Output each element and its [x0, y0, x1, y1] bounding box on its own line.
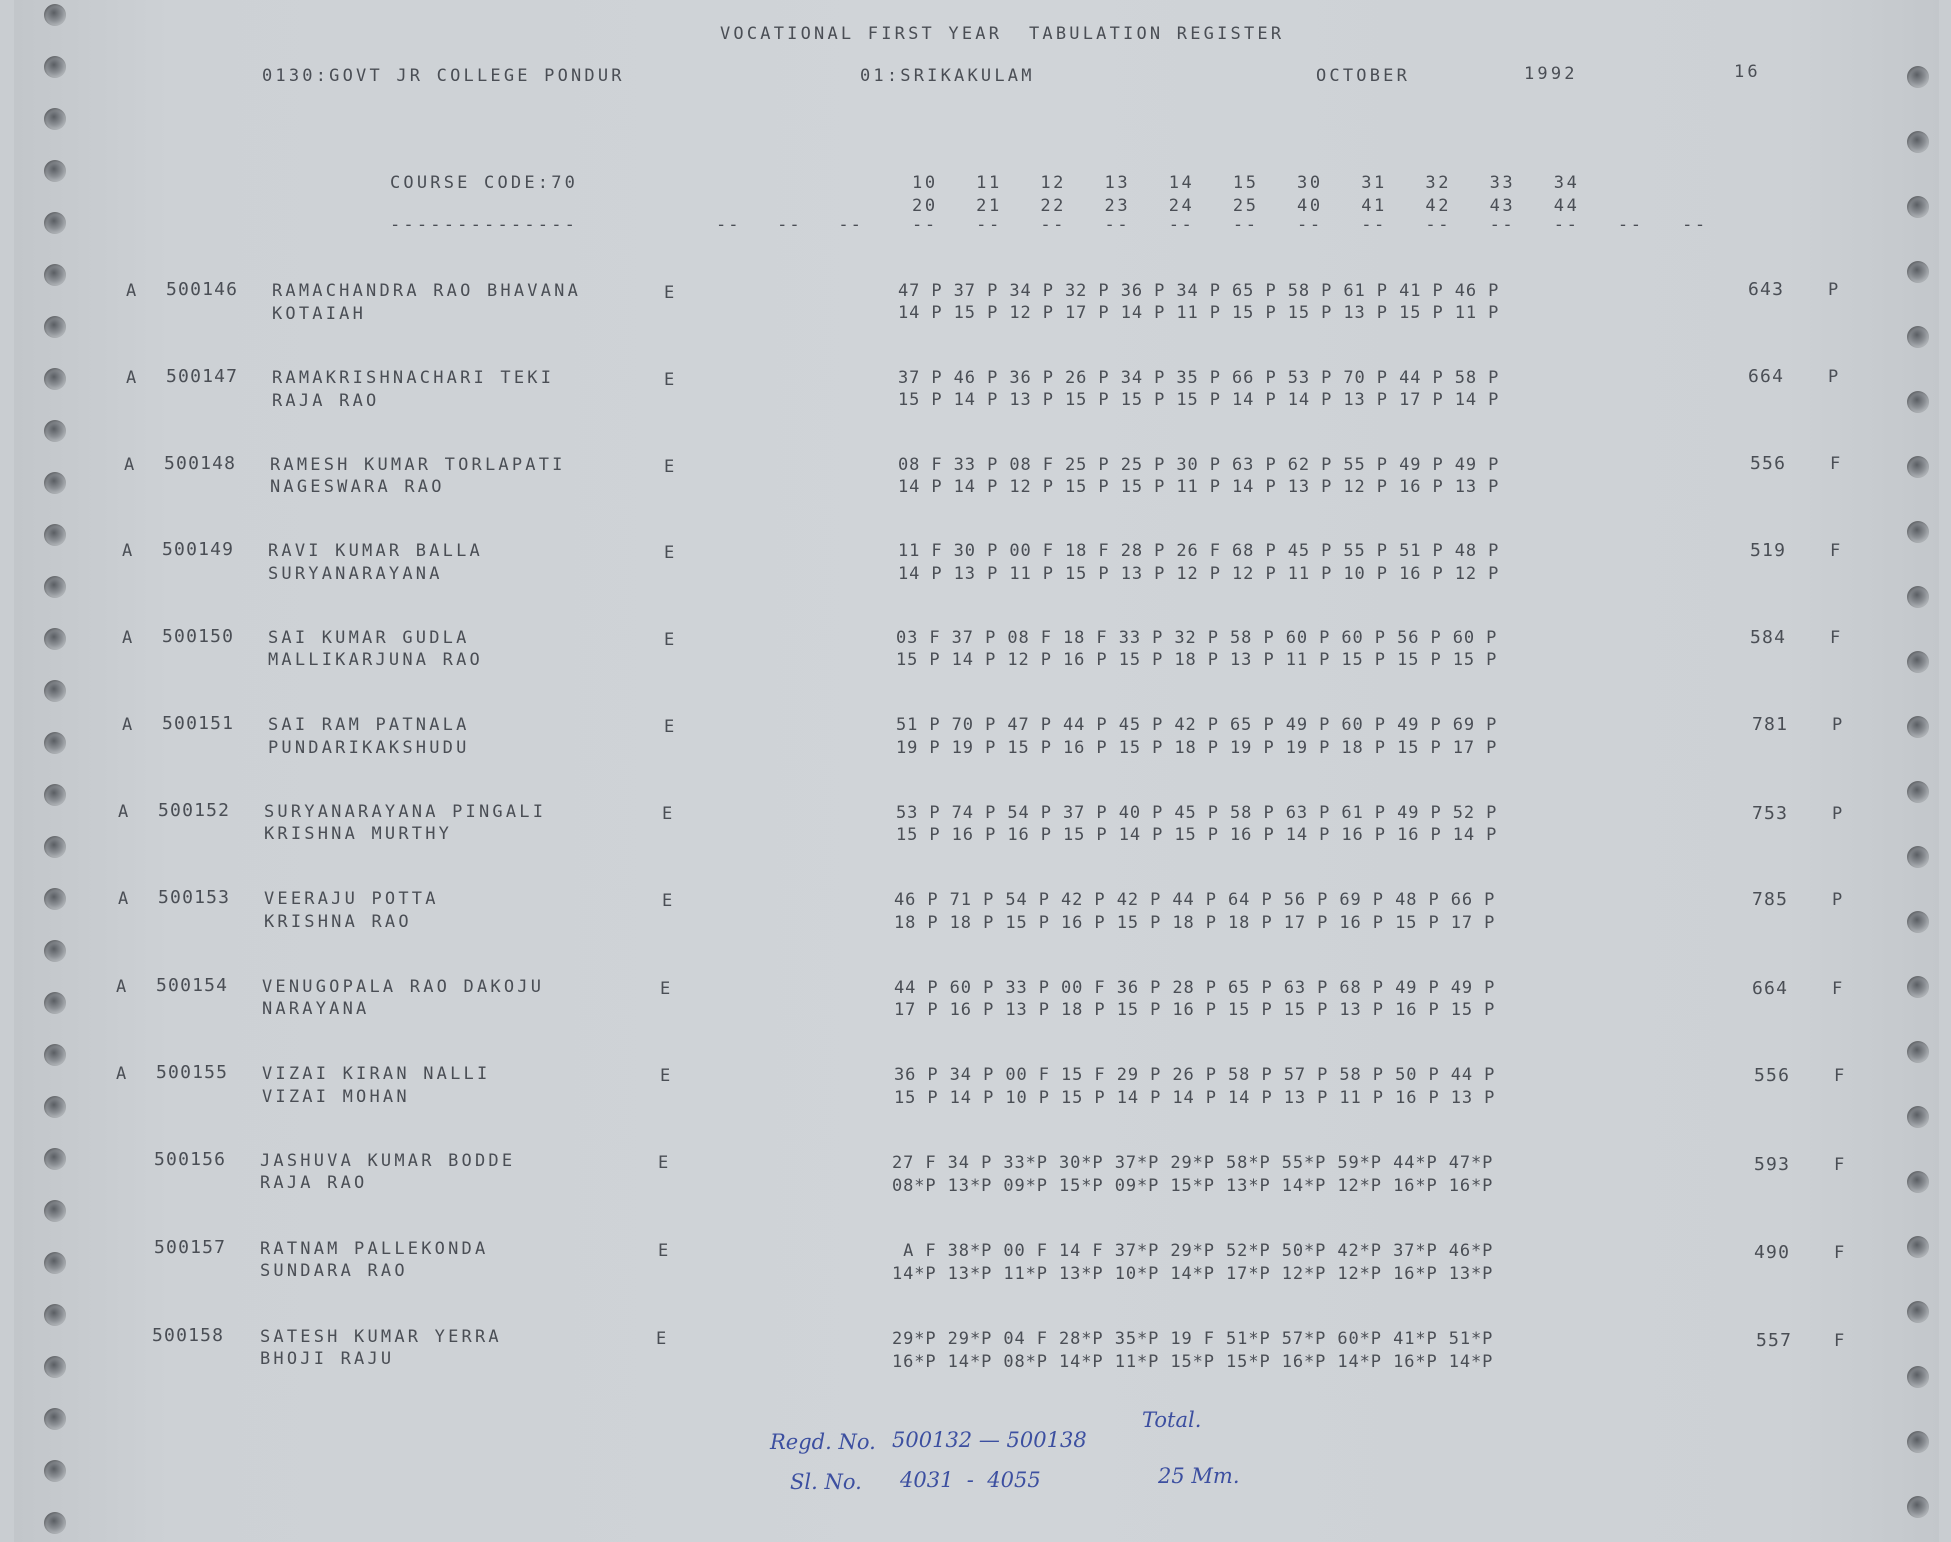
- course-code: COURSE CODE:70: [390, 173, 579, 193]
- marks-row-1: 03 F 37 P 08 F 18 F 33 P 32 P 58 P 60 P 60 P 56 P 60 P: [896, 628, 1498, 648]
- medium: E: [662, 804, 676, 824]
- student-name: SATESH KUMAR YERRA: [260, 1327, 502, 1347]
- tractor-feed-holes-right: [1907, 0, 1937, 1542]
- feed-hole-icon: [44, 1356, 66, 1378]
- result: P: [1832, 890, 1846, 910]
- total-marks: 556: [1750, 453, 1787, 474]
- feed-hole-icon: [1907, 261, 1929, 283]
- medium: E: [664, 283, 678, 303]
- student-name: RAMAKRISHNACHARI TEKI: [272, 368, 555, 388]
- feed-hole-icon: [1907, 781, 1929, 803]
- marks-row-1: 47 P 37 P 34 P 32 P 36 P 34 P 65 P 58 P 61 P 41 P 46 P: [898, 281, 1500, 301]
- feed-hole-icon: [1907, 1041, 1929, 1063]
- feed-hole-icon: [44, 316, 66, 338]
- page-number: 16: [1734, 62, 1761, 82]
- record-flag: A: [118, 802, 132, 822]
- result: F: [1830, 628, 1844, 648]
- feed-hole-icon: [44, 4, 66, 26]
- feed-hole-icon: [44, 576, 66, 598]
- feed-hole-icon: [1907, 456, 1929, 478]
- feed-hole-icon: [44, 888, 66, 910]
- total-marks: 584: [1750, 627, 1787, 648]
- feed-hole-icon: [44, 680, 66, 702]
- total-marks: 593: [1754, 1154, 1791, 1175]
- marks-row-1: 29*P 29*P 04 F 28*P 35*P 19 F 51*P 57*P 60*P 41*P 51*P: [892, 1329, 1494, 1349]
- subject-codes-row2: 20 21 22 23 24 25 40 41 42 43 44: [912, 196, 1580, 216]
- register-number: 500157: [154, 1237, 227, 1258]
- total-marks: 556: [1754, 1065, 1791, 1086]
- feed-hole-icon: [44, 940, 66, 962]
- parent-name: SURYANARAYANA: [268, 564, 443, 584]
- total-marks: 785: [1752, 889, 1789, 910]
- exam-month: OCTOBER: [1316, 66, 1411, 86]
- student-name: SURYANARAYANA PINGALI: [264, 802, 547, 822]
- feed-hole-icon: [1907, 911, 1929, 933]
- feed-hole-icon: [1907, 1431, 1929, 1453]
- marks-row-2: 15 P 14 P 13 P 15 P 15 P 15 P 14 P 14 P 13 P 17 P 14 P: [898, 390, 1500, 410]
- handwritten-total-value: 25 Mm.: [1158, 1464, 1240, 1488]
- course-underline: --------------: [390, 215, 579, 235]
- feed-hole-icon: [44, 732, 66, 754]
- medium: E: [662, 891, 676, 911]
- subject-codes-row1: 10 11 12 13 14 15 30 31 32 33 34: [912, 173, 1580, 193]
- parent-name: NAGESWARA RAO: [270, 477, 445, 497]
- parent-name: NARAYANA: [262, 999, 370, 1019]
- parent-name: RAJA RAO: [272, 391, 380, 411]
- result: P: [1828, 280, 1842, 300]
- record-flag: A: [124, 455, 138, 475]
- result: F: [1834, 1331, 1848, 1351]
- register-number: 500150: [162, 626, 235, 647]
- parent-name: VIZAI MOHAN: [262, 1087, 410, 1107]
- handwritten-regno-range: 500132 — 500138: [892, 1428, 1087, 1452]
- feed-hole-icon: [1907, 976, 1929, 998]
- feed-hole-icon: [1907, 1236, 1929, 1258]
- feed-hole-icon: [44, 1200, 66, 1222]
- subject-dashes: -- -- -- -- -- -- -- -- -- -- -- -- --: [912, 215, 1708, 235]
- feed-hole-icon: [44, 160, 66, 182]
- register-number: 500153: [158, 887, 231, 908]
- medium: E: [664, 630, 678, 650]
- record-flag: A: [116, 1064, 130, 1084]
- feed-hole-icon: [44, 1460, 66, 1482]
- medium: E: [656, 1329, 670, 1349]
- record-flag: A: [122, 715, 136, 735]
- feed-hole-icon: [44, 472, 66, 494]
- feed-hole-icon: [1907, 131, 1929, 153]
- feed-hole-icon: [1907, 326, 1929, 348]
- marks-row-1: 51 P 70 P 47 P 44 P 45 P 42 P 65 P 49 P 60 P 49 P 69 P: [896, 715, 1498, 735]
- feed-hole-icon: [44, 264, 66, 286]
- feed-hole-icon: [44, 1148, 66, 1170]
- feed-hole-icon: [1907, 1496, 1929, 1518]
- total-marks: 753: [1752, 803, 1789, 824]
- district-name: 01:SRIKAKULAM: [860, 66, 1035, 86]
- register-title: VOCATIONAL FIRST YEAR TABULATION REGISTER: [720, 24, 1285, 44]
- feed-hole-icon: [1907, 651, 1929, 673]
- marks-row-2: 08*P 13*P 09*P 15*P 09*P 15*P 13*P 14*P 12*P 16*P 16*P: [892, 1176, 1494, 1196]
- marks-row-1: 44 P 60 P 33 P 00 F 36 P 28 P 65 P 63 P 68 P 49 P 49 P: [894, 978, 1496, 998]
- marks-row-2: 18 P 18 P 15 P 16 P 15 P 18 P 18 P 17 P 16 P 15 P 17 P: [894, 913, 1496, 933]
- college-name: 0130:GOVT JR COLLEGE PONDUR: [262, 66, 625, 86]
- marks-row-2: 15 P 14 P 10 P 15 P 14 P 14 P 14 P 13 P 11 P 16 P 13 P: [894, 1088, 1496, 1108]
- feed-hole-icon: [44, 784, 66, 806]
- feed-hole-icon: [1907, 716, 1929, 738]
- result: F: [1834, 1155, 1848, 1175]
- record-flag: A: [126, 368, 140, 388]
- handwritten-slno-label: Sl. No.: [790, 1470, 862, 1494]
- register-number: 500158: [152, 1325, 225, 1346]
- parent-name: MALLIKARJUNA RAO: [268, 650, 483, 670]
- student-name: RAVI KUMAR BALLA: [268, 541, 483, 561]
- total-marks: 490: [1754, 1242, 1791, 1263]
- marks-row-1: 37 P 46 P 36 P 26 P 34 P 35 P 66 P 53 P 70 P 44 P 58 P: [898, 368, 1500, 388]
- medium: E: [664, 543, 678, 563]
- total-marks: 557: [1756, 1330, 1793, 1351]
- marks-row-2: 17 P 16 P 13 P 18 P 15 P 16 P 15 P 15 P 13 P 16 P 15 P: [894, 1000, 1496, 1020]
- student-name: VENUGOPALA RAO DAKOJU: [262, 977, 545, 997]
- result: P: [1832, 715, 1846, 735]
- marks-row-2: 14 P 13 P 11 P 15 P 13 P 12 P 12 P 11 P 10 P 16 P 12 P: [898, 564, 1500, 584]
- register-number: 500147: [166, 366, 239, 387]
- register-number: 500148: [164, 453, 237, 474]
- marks-row-1: A F 38*P 00 F 14 F 37*P 29*P 52*P 50*P 42*P 37*P 46*P: [892, 1241, 1494, 1261]
- student-name: SAI RAM PATNALA: [268, 715, 470, 735]
- parent-name: KOTAIAH: [272, 304, 367, 324]
- feed-hole-icon: [1907, 521, 1929, 543]
- result: P: [1828, 367, 1842, 387]
- feed-hole-icon: [44, 1252, 66, 1274]
- register-number: 500155: [156, 1062, 229, 1083]
- marks-row-1: 27 F 34 P 33*P 30*P 37*P 29*P 58*P 55*P 59*P 44*P 47*P: [892, 1153, 1494, 1173]
- marks-row-2: 15 P 14 P 12 P 16 P 15 P 18 P 13 P 11 P 15 P 15 P 15 P: [896, 650, 1498, 670]
- total-marks: 664: [1752, 978, 1789, 999]
- column-dashes: -- -- --: [716, 215, 863, 235]
- feed-hole-icon: [44, 628, 66, 650]
- feed-hole-icon: [1907, 196, 1929, 218]
- total-marks: 664: [1748, 366, 1785, 387]
- feed-hole-icon: [1907, 1106, 1929, 1128]
- record-flag: A: [126, 281, 140, 301]
- feed-hole-icon: [1907, 586, 1929, 608]
- feed-hole-icon: [1907, 66, 1929, 88]
- feed-hole-icon: [44, 524, 66, 546]
- marks-row-2: 16*P 14*P 08*P 14*P 11*P 15*P 15*P 16*P 14*P 16*P 14*P: [892, 1352, 1494, 1372]
- medium: E: [664, 457, 678, 477]
- feed-hole-icon: [44, 56, 66, 78]
- parent-name: PUNDARIKAKSHUDU: [268, 738, 470, 758]
- record-flag: A: [118, 889, 132, 909]
- feed-hole-icon: [44, 108, 66, 130]
- register-number: 500152: [158, 800, 231, 821]
- result: F: [1830, 454, 1844, 474]
- medium: E: [664, 370, 678, 390]
- student-name: SAI KUMAR GUDLA: [268, 628, 470, 648]
- parent-name: RAJA RAO: [260, 1173, 368, 1193]
- marks-row-2: 19 P 19 P 15 P 16 P 15 P 18 P 19 P 19 P 18 P 15 P 17 P: [896, 738, 1498, 758]
- total-marks: 781: [1752, 714, 1789, 735]
- feed-hole-icon: [44, 1096, 66, 1118]
- record-flag: A: [116, 977, 130, 997]
- feed-hole-icon: [1907, 1366, 1929, 1388]
- medium: E: [660, 979, 674, 999]
- student-name: VIZAI KIRAN NALLI: [262, 1064, 491, 1084]
- feed-hole-icon: [44, 1044, 66, 1066]
- result: F: [1834, 1066, 1848, 1086]
- feed-hole-icon: [44, 420, 66, 442]
- register-number: 500156: [154, 1149, 227, 1170]
- parent-name: KRISHNA MURTHY: [264, 824, 453, 844]
- feed-hole-icon: [1907, 391, 1929, 413]
- register-number: 500151: [162, 713, 235, 734]
- marks-row-2: 14 P 15 P 12 P 17 P 14 P 11 P 15 P 15 P 13 P 15 P 11 P: [898, 303, 1500, 323]
- result: F: [1830, 541, 1844, 561]
- feed-hole-icon: [44, 212, 66, 234]
- marks-row-2: 15 P 16 P 16 P 15 P 14 P 15 P 16 P 14 P 16 P 16 P 14 P: [896, 825, 1498, 845]
- medium: E: [658, 1153, 672, 1173]
- feed-hole-icon: [1907, 1171, 1929, 1193]
- feed-hole-icon: [44, 368, 66, 390]
- handwritten-slno-range: 4031 - 4055: [900, 1468, 1041, 1492]
- exam-year: 1992: [1524, 64, 1578, 84]
- total-marks: 519: [1750, 540, 1787, 561]
- medium: E: [658, 1241, 672, 1261]
- result: F: [1832, 979, 1846, 999]
- handwritten-total-label: Total.: [1142, 1408, 1202, 1432]
- marks-row-1: 46 P 71 P 54 P 42 P 42 P 44 P 64 P 56 P 69 P 48 P 66 P: [894, 890, 1496, 910]
- feed-hole-icon: [1907, 846, 1929, 868]
- marks-row-1: 36 P 34 P 00 F 15 F 29 P 26 P 58 P 57 P 58 P 50 P 44 P: [894, 1065, 1496, 1085]
- marks-row-1: 11 F 30 P 00 F 18 F 28 P 26 F 68 P 45 P 55 P 51 P 48 P: [898, 541, 1500, 561]
- parent-name: BHOJI RAJU: [260, 1349, 395, 1369]
- register-number: 500154: [156, 975, 229, 996]
- marks-row-2: 14*P 13*P 11*P 13*P 10*P 14*P 17*P 12*P 12*P 16*P 13*P: [892, 1264, 1494, 1284]
- medium: E: [664, 717, 678, 737]
- parent-name: KRISHNA RAO: [264, 912, 412, 932]
- result: P: [1832, 804, 1846, 824]
- student-name: VEERAJU POTTA: [264, 889, 439, 909]
- handwritten-regno-label: Regd. No.: [770, 1430, 876, 1454]
- feed-hole-icon: [44, 1408, 66, 1430]
- marks-row-1: 08 F 33 P 08 F 25 P 25 P 30 P 63 P 62 P 55 P 49 P 49 P: [898, 455, 1500, 475]
- student-name: RATNAM PALLEKONDA: [260, 1239, 489, 1259]
- marks-row-1: 53 P 74 P 54 P 37 P 40 P 45 P 58 P 63 P 61 P 49 P 52 P: [896, 803, 1498, 823]
- feed-hole-icon: [44, 836, 66, 858]
- student-name: RAMACHANDRA RAO BHAVANA: [272, 281, 582, 301]
- medium: E: [660, 1066, 674, 1086]
- total-marks: 643: [1748, 279, 1785, 300]
- student-name: RAMESH KUMAR TORLAPATI: [270, 455, 566, 475]
- register-number: 500149: [162, 539, 235, 560]
- feed-hole-icon: [1907, 1301, 1929, 1323]
- result: F: [1834, 1243, 1848, 1263]
- parent-name: SUNDARA RAO: [260, 1261, 408, 1281]
- feed-hole-icon: [44, 992, 66, 1014]
- student-name: JASHUVA KUMAR BODDE: [260, 1151, 516, 1171]
- tractor-feed-holes-left: [44, 0, 74, 1542]
- feed-hole-icon: [44, 1512, 66, 1534]
- record-flag: A: [122, 628, 136, 648]
- record-flag: A: [122, 541, 136, 561]
- feed-hole-icon: [44, 1304, 66, 1326]
- marks-row-2: 14 P 14 P 12 P 15 P 15 P 11 P 14 P 13 P 12 P 16 P 13 P: [898, 477, 1500, 497]
- register-number: 500146: [166, 279, 239, 300]
